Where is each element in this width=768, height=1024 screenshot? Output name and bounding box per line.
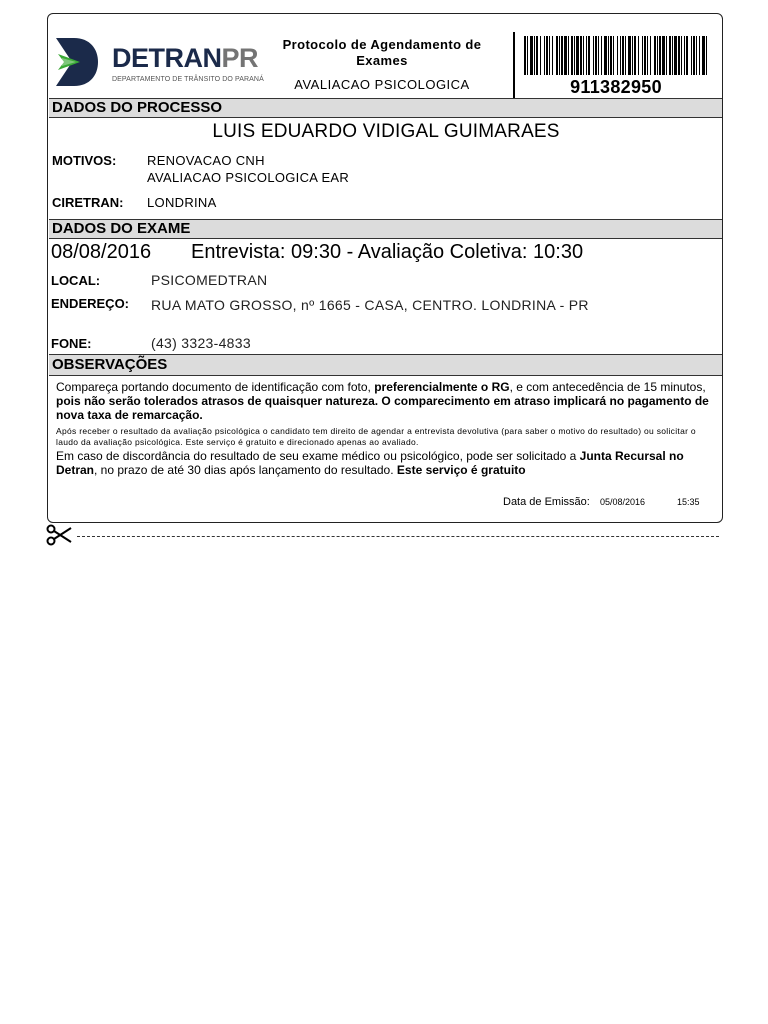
barcode-bar [527,36,528,75]
scissors-icon [46,522,72,548]
barcode-bar [524,36,526,75]
observacao-2: Após receber o resultado da avaliação psicológica o candidato tem direito de agendar a entrevista devolutiva (para saber o motivo do resultado) ou solicitar o laudo da avaliação psicológica. Este serviço é gratuito e direcionado apenas ao avaliado. [56,426,696,447]
exam-schedule: Entrevista: 09:30 - Avaliação Coletiva: 10:30 [191,241,584,263]
barcode-bar [613,36,614,75]
barcode-bar [617,36,618,75]
barcode-bar [674,36,677,75]
barcode-bar [696,36,697,75]
exam-date: 08/08/2016 [51,241,152,263]
barcode-bar [691,36,692,75]
barcode-bar [536,36,538,75]
barcode-bar [574,36,575,75]
endereco-value: RUA MATO GROSSO, nº 1665 - CASA, CENTRO. LONDRINA - PR [151,297,589,313]
barcode-bar [534,36,535,75]
cut-line [77,536,719,537]
ciretran-label: CIRETRAN: [52,195,124,210]
emissao-time: 15:35 [677,497,700,507]
protocol-card [47,13,723,523]
logo-subtitle: DEPARTAMENTO DE TRÂNSITO DO PARANÁ [112,76,264,83]
barcode-bar [699,36,700,75]
barcode-bar [601,36,602,75]
barcode-bar [625,36,626,75]
barcode-bar [659,36,661,75]
detran-logo-icon [54,36,100,88]
motivos-label: MOTIVOS: [52,153,117,168]
barcode-bar [650,36,651,75]
fone-label: FONE: [51,336,92,351]
section-dados-exame: DADOS DO EXAME [49,219,722,239]
barcode [524,36,708,75]
document-title: Protocolo de Agendamento de Exames [282,37,482,68]
ciretran-value: LONDRINA [147,195,217,210]
barcode-bar [638,36,639,75]
section-observacoes: OBSERVAÇÕES [49,354,722,376]
barcode-bar [593,36,594,75]
barcode-bar [530,36,533,75]
fone-value: (43) 3323-4833 [151,335,251,351]
barcode-bar [576,36,579,75]
barcode-bar [642,36,643,75]
barcode-bar [561,36,563,75]
endereco-label: ENDEREÇO: [51,296,130,311]
barcode-bar [620,36,621,75]
barcode-bar [706,36,707,75]
barcode-bar [608,36,609,75]
barcode-bar [546,36,548,75]
header-divider [513,32,515,98]
barcode-bar [552,36,553,75]
barcode-bar [662,36,665,75]
barcode-bar [654,36,656,75]
barcode-bar [628,36,631,75]
barcode-bar [666,36,667,75]
barcode-bar [544,36,545,75]
motivo-2: AVALIACAO PSICOLOGICA EAR [147,170,350,185]
barcode-bar [684,36,685,75]
barcode-bar [571,36,573,75]
barcode-bar [610,36,612,75]
barcode-bar [632,36,633,75]
barcode-bar [540,36,541,75]
barcode-bar [559,36,560,75]
logo-wordmark: DETRANPR [112,43,259,73]
barcode-bar [580,36,582,75]
barcode-bar [622,36,624,75]
barcode-bar [588,36,590,75]
barcode-bar [657,36,658,75]
barcode-bar [604,36,607,75]
emissao-date: 05/08/2016 [600,497,646,507]
observacao-3: Em caso de discordância do resultado de seu exame médico ou psicológico, pode ser solicitado a Junta Recursal no Detran, no prazo de até 30 dias após lançamento do resultado. Este serviço é gratuito [56,449,684,477]
barcode-bar [634,36,636,75]
barcode-bar [564,36,567,75]
exam-datetime [51,241,584,264]
barcode-bar [681,36,682,75]
barcode-bar [669,36,671,75]
barcode-bar [672,36,673,75]
barcode-number: 911382950 [570,77,662,97]
barcode-bar [556,36,558,75]
detran-logo [54,36,264,92]
barcode-bar [644,36,646,75]
barcode-bar [598,36,599,75]
motivo-1: RENOVACAO CNH [147,153,265,168]
barcode-bar [702,36,705,75]
barcode-bar [693,36,695,75]
local-value: PSICOMEDTRAN [151,272,268,288]
barcode-bar [549,36,550,75]
barcode-bar [586,36,587,75]
observacao-1: Compareça portando documento de identificação com foto, preferencialmente o RG, e com antecedência de 15 minutos, pois não serão tolerados atrasos de quaisquer natureza. O comparecimento em atraso implicará no pagamento de nova taxa de remarcação. [56,380,709,422]
barcode-bar [583,36,584,75]
barcode-bar [647,36,648,75]
barcode-bar [686,36,688,75]
exam-type: AVALIACAO PSICOLOGICA [294,77,470,92]
barcode-bar [595,36,597,75]
local-label: LOCAL: [51,273,101,288]
section-dados-processo: DADOS DO PROCESSO [49,98,722,118]
candidate-name: LUIS EDUARDO VIDIGAL GUIMARAES [212,121,560,142]
barcode-bar [678,36,680,75]
barcode-bar [568,36,569,75]
emissao-label: Data de Emissão: [503,496,590,508]
